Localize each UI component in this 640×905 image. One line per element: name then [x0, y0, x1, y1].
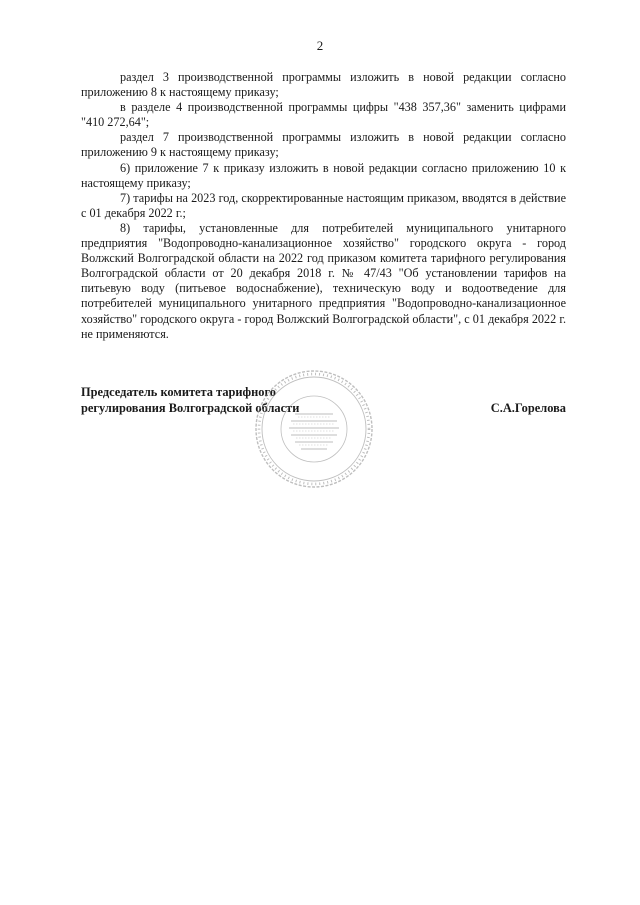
signatory-position-line-1: Председатель комитета тарифного: [81, 385, 276, 399]
paragraph-section-7: раздел 7 производственной программы изложить в новой редакции согласно приложению 9 к настоящему приказу;: [81, 130, 566, 160]
official-seal-stamp: [253, 368, 375, 490]
signatory-position-line-2: регулирования Волгоградской области: [81, 401, 300, 415]
signatory-name: С.А.Горелова: [490, 401, 566, 415]
paragraph-item-8: 8) тарифы, установленные для потребителей муниципального унитарного предприятия "Водопроводно-канализационное хозяйство" городского округа - город Волжский Волгоградской области на 2022 год приказом комитета тарифного регулирования Волгоградской области от 20 декабря 2018 г. № 47/43 "Об установлении тарифов на питьевую воду (питьевое водоснабжение), техническую воду и водоотведение для потребителей муниципального унитарного предприятия "Водопроводно-канализационное хозяйство" городского округа - город Волжский Волгоградской области", с 01 декабря 2022 г. не применяются.: [81, 220, 566, 341]
page-number: 2: [316, 38, 324, 53]
document-body: [81, 70, 566, 342]
paragraph-item-7: 7) тарифы на 2023 год, скорректированные настоящим приказом, вводятся в действие с 01 декабря 2022 г.;: [81, 190, 566, 220]
paragraph-section-4: в разделе 4 производственной программы цифры "438 357,36" заменить цифрами "410 272,64";: [81, 100, 566, 130]
paragraph-item-6: 6) приложение 7 к приказу изложить в новой редакции согласно приложению 10 к настоящему приказу;: [81, 160, 566, 190]
paragraph-section-3: раздел 3 производственной программы изложить в новой редакции согласно приложению 8 к настоящему приказу;: [81, 70, 566, 100]
